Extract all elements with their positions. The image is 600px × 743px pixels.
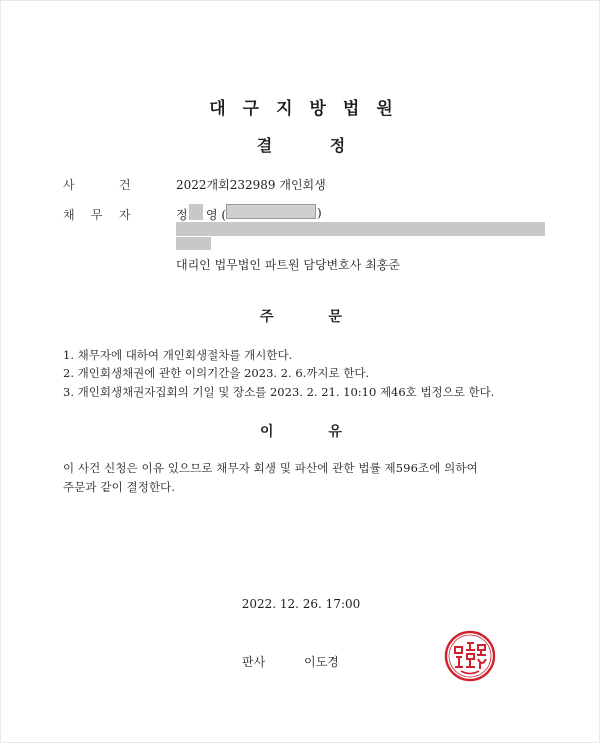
court-name: 대구지방법원 [209, 99, 410, 119]
debtor-name-first: 정 [176, 208, 188, 222]
reason-line-2: 주문과 같이 결정한다. [63, 480, 176, 494]
order-heading: 주 문 [260, 309, 342, 325]
case-label-char-2: 건 [119, 178, 131, 192]
judge-seal-stamp [443, 629, 497, 683]
debtor-label-char-3: 자 [119, 208, 131, 222]
redaction-name [189, 204, 203, 220]
document-type-title: 결 정 [256, 136, 346, 155]
debtor-agent: 대리인 법무법인 파트원 담당변호사 최홍준 [176, 258, 400, 272]
debtor-label-char-1: 채 [63, 208, 75, 222]
debtor-name-last: 영 ( [206, 208, 227, 222]
judge-title: 판사 [242, 655, 266, 669]
redaction-id [226, 204, 316, 219]
redaction-address-line-1 [176, 222, 545, 236]
order-item-1: 1. 채무자에 대하여 개인회생절차를 개시한다. [63, 348, 293, 362]
decision-date: 2022. 12. 26. 17:00 [241, 597, 361, 611]
case-number: 2022개회232989 개인회생 [176, 178, 326, 192]
debtor-name-close: ) [317, 206, 322, 220]
debtor-label-char-2: 무 [91, 208, 103, 222]
reason-line-1: 이 사건 신청은 이유 있으므로 채무자 회생 및 파산에 관한 법률 제596조에 의하여 [63, 461, 478, 475]
reason-heading: 이 유 [260, 424, 342, 440]
order-item-3: 3. 개인회생채권자집회의 기일 및 장소를 2023. 2. 21. 10:10 제46호 법정으로 한다. [63, 385, 495, 399]
judge-name: 이도경 [304, 655, 339, 669]
redaction-address-line-2 [176, 237, 211, 250]
case-label-char-1: 사 [63, 178, 75, 192]
order-item-2: 2. 개인회생채권에 관한 이의기간을 2023. 2. 6.까지로 한다. [63, 366, 370, 380]
